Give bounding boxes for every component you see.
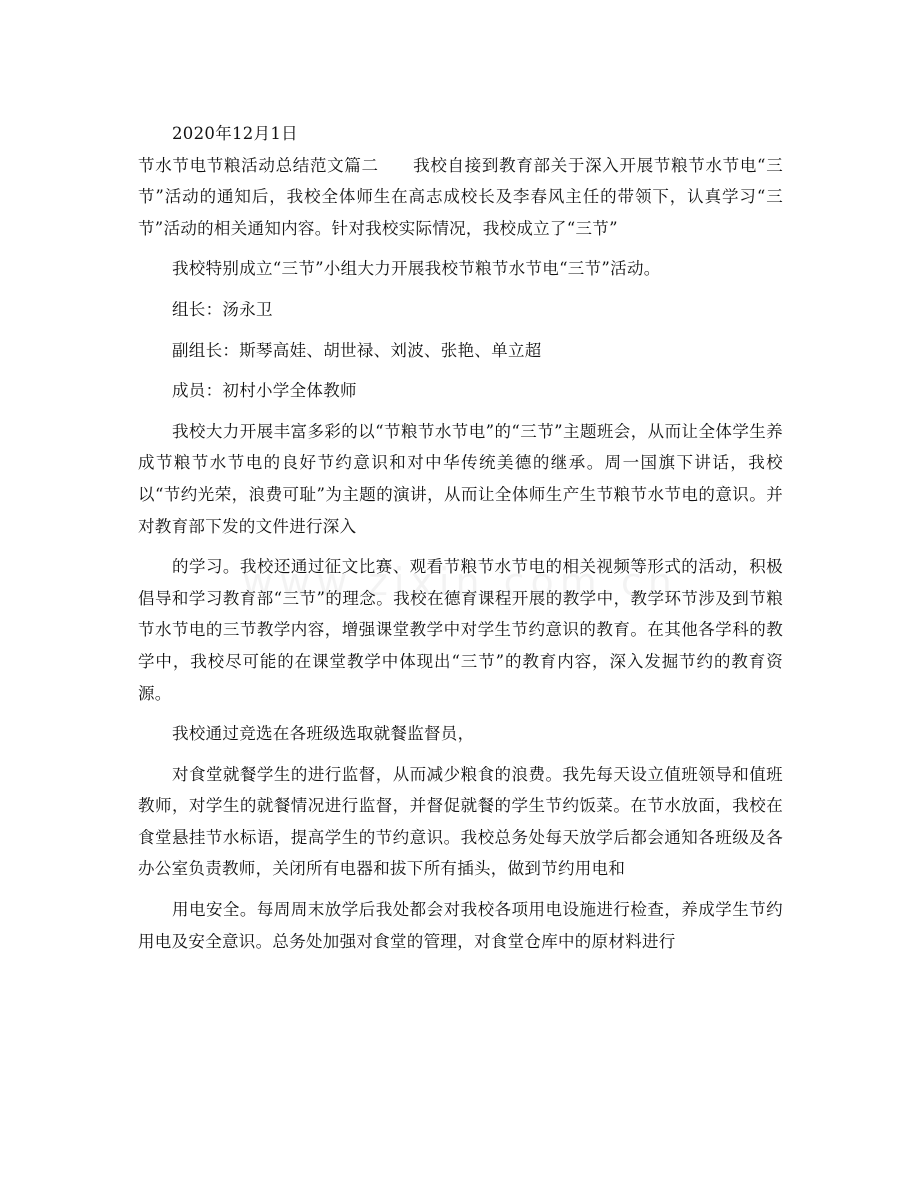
class-meeting-paragraph: 我校大力开展丰富多彩的以“节粮节水节电”的“三节”主题班会，从而让全体学生养成节粮节水节电的良好节约意识和对中华传统美德的继承。周一国旗下讲话，我校以“节约光荣，浪费可耻”为主题的演讲，从而让全体师生产生节粮节水节电的意识。并对教育部下发的文件进行深入 [138,421,783,536]
study-activities-paragraph: 的学习。我校还通过征文比赛、观看节粮节水节电的相关视频等形式的活动，积极倡导和学习教育部“三节”的理念。我校在德育课程开展的教学中，教学环节涉及到节粮节水节电的三节教学内容，增强课堂教学中对学生节约意识的教育。在其他各学科的教学中，我校尽可能的在课堂教学中体现出“三节”的教育内容，深入发掘节约的教育资源。 [138,557,783,703]
members-line: 成员：初村小学全体教师 [172,381,357,401]
deputy-leader-line: 副组长：斯琴高娃、胡世禄、刘波、张艳、单立超 [172,340,542,360]
title-and-intro-paragraph: 节水节电节粮活动总结范文篇二 我校自接到教育部关于深入开展节粮节水节电“三节”活动的通知后，我校全体师生在高志成校长及李春风主任的带领下，认真学习“三节”活动的相关通知内容。针对我校实际情况，我校成立了“三节” [138,155,783,238]
document-body [138,118,783,957]
electricity-safety-paragraph: 用电安全。每周周末放学后我处都会对我校各项用电设施进行检查，养成学生节约用电及安全意识。总务处加强对食堂的管理，对食堂仓库中的原材料进行 [138,900,783,951]
canteen-supervision-paragraph: 对食堂就餐学生的进行监督，从而减少粮食的浪费。我先每天设立值班领导和值班教师，对学生的就餐情况进行监督，并督促就餐的学生节约饭菜。在节水放面，我校在食堂悬挂节水标语，提高学生的节约意识。我校总务处每天放学后都会通知各班级及各办公室负责教师，关闭所有电器和拔下所有插头，做到节约用电和 [138,764,783,879]
leader-line: 组长：汤永卫 [172,299,273,319]
date-line: 2020年12月1日 [172,124,298,143]
group-established-paragraph: 我校特别成立“三节”小组大力开展我校节粮节水节电“三节”活动。 [172,259,661,279]
supervisor-selection-line: 我校通过竞选在各班级选取就餐监督员， [172,724,475,744]
